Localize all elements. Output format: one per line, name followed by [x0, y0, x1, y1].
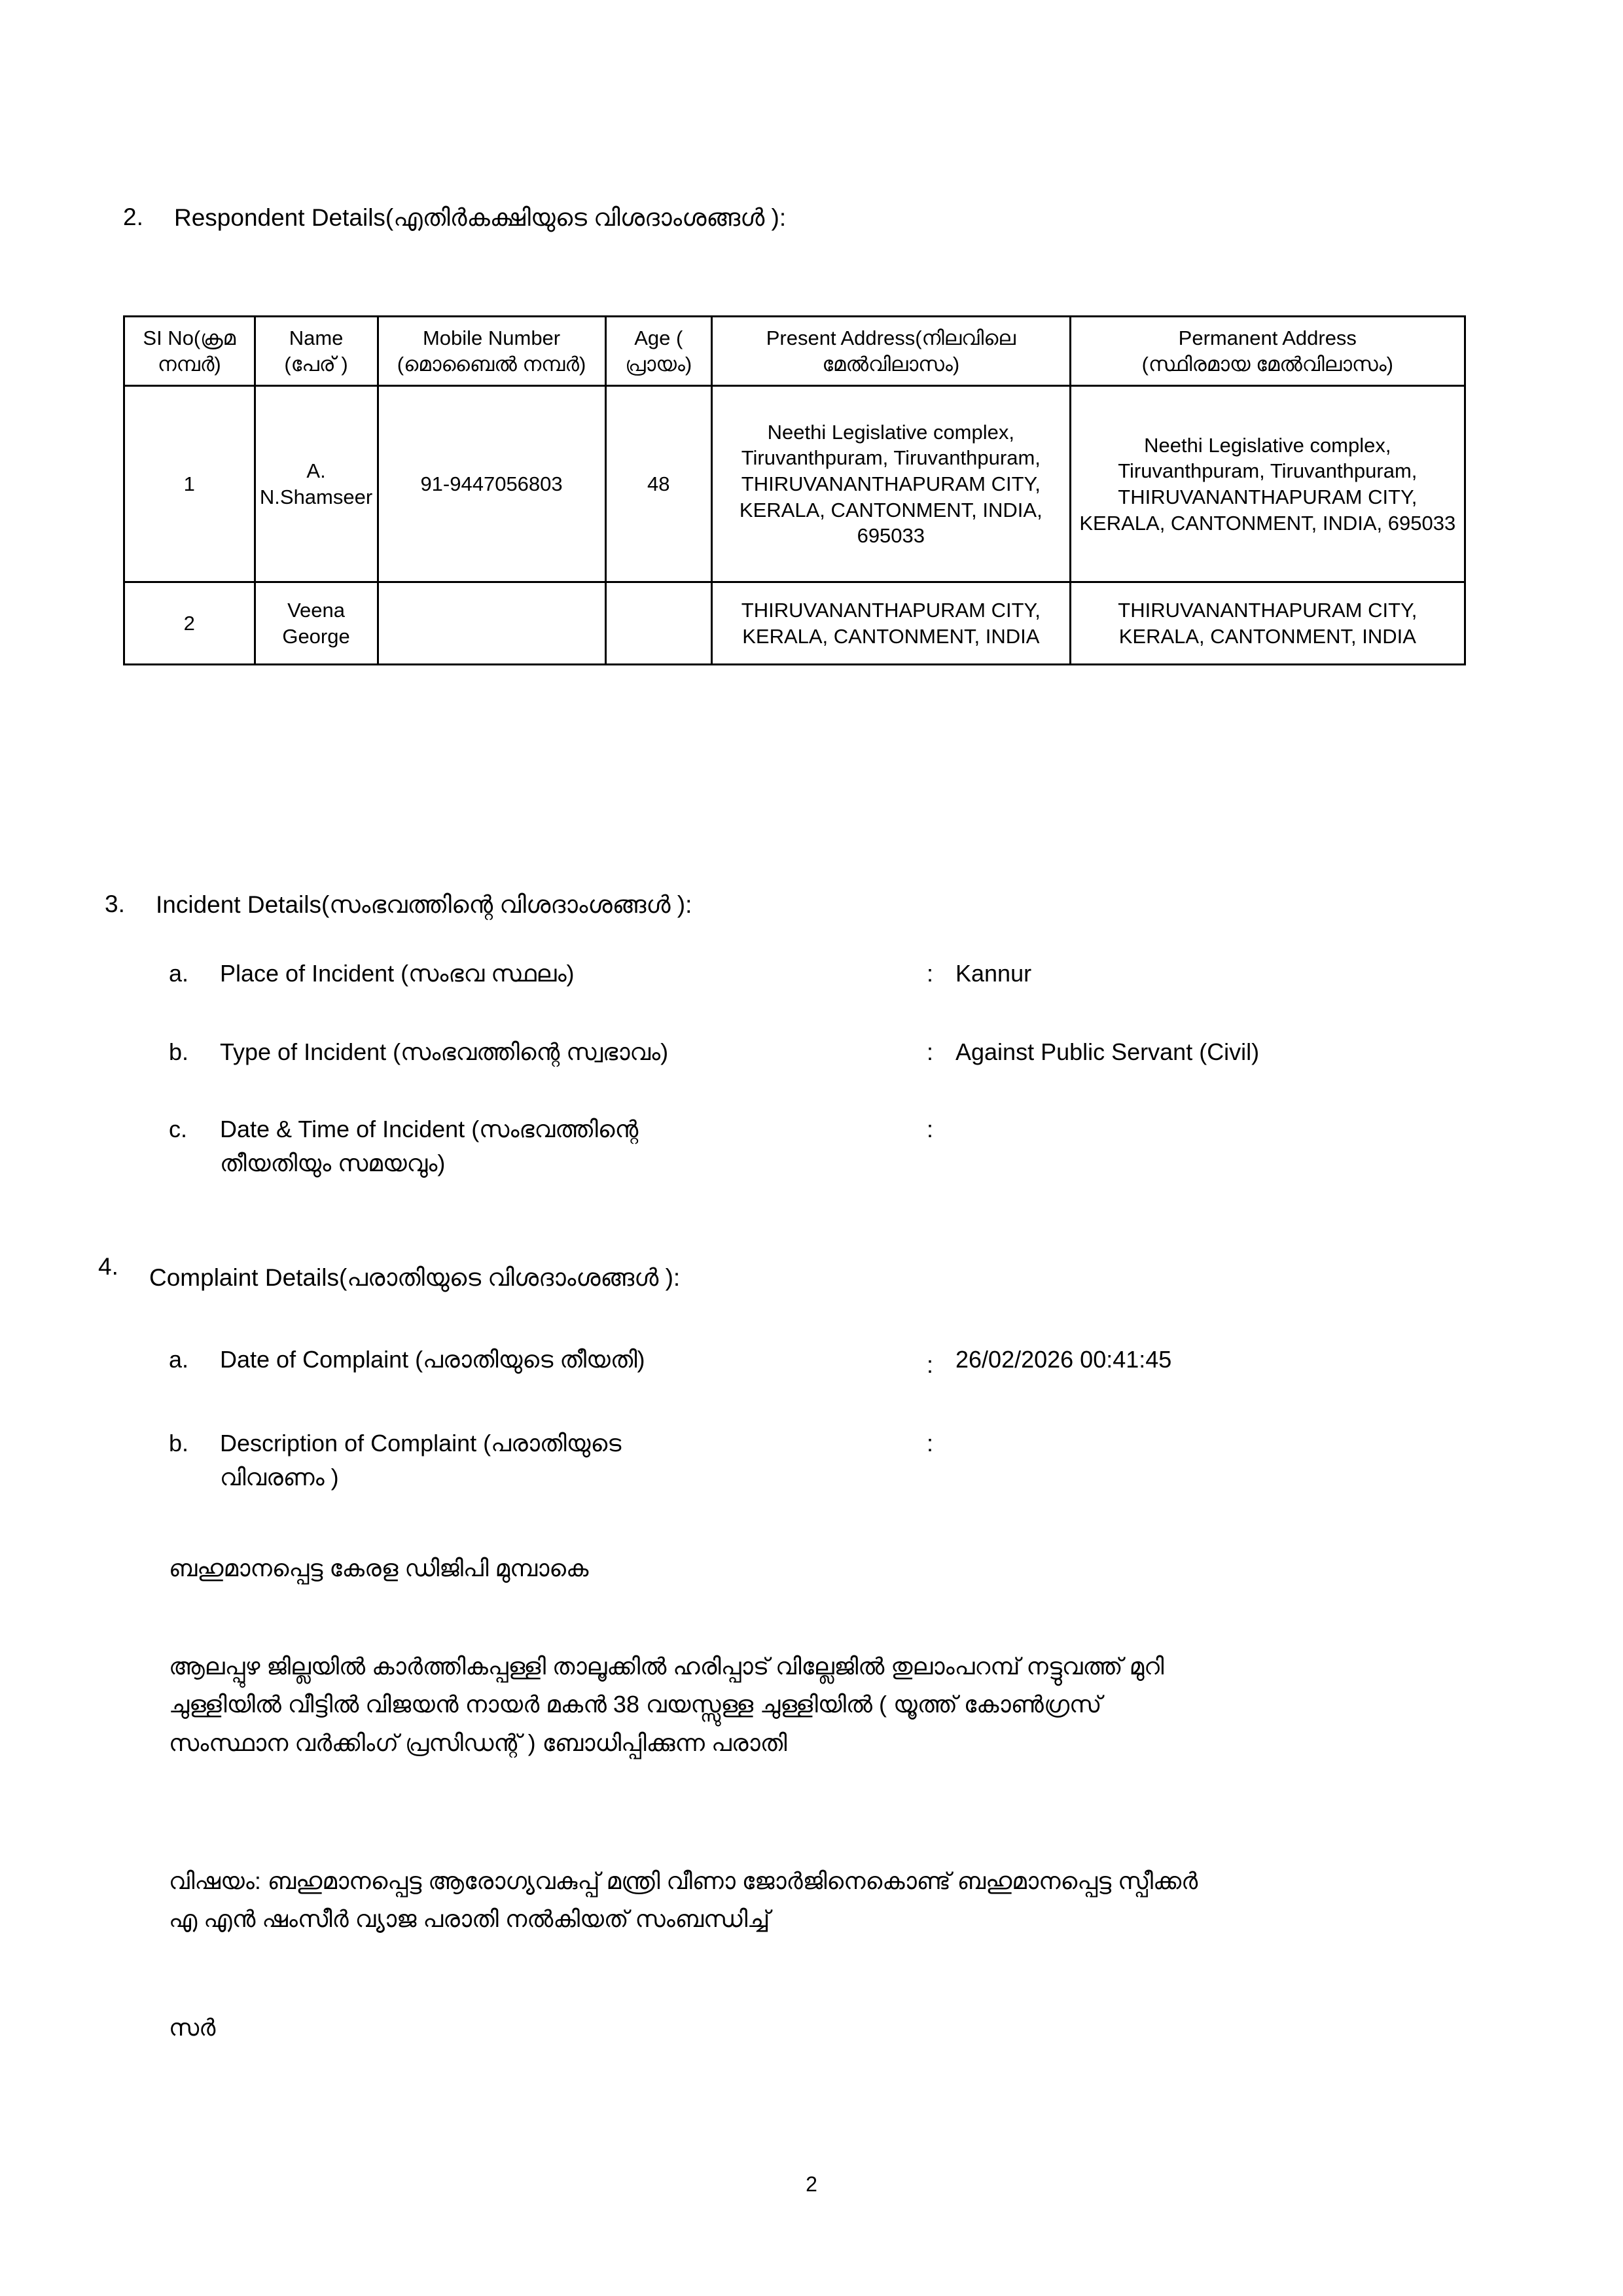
- section-respondent-details: [123, 203, 786, 233]
- page-number: 2: [806, 2172, 817, 2196]
- cell-age: 48: [605, 386, 711, 582]
- label-date-time-of-incident: [220, 1112, 927, 1180]
- label-date-of-complaint: Date of Complaint (പരാതിയുടെ തീയതി): [220, 1346, 645, 1373]
- colon-separator: :: [927, 1430, 934, 1457]
- cell-mobile: 91-9447056803: [378, 386, 605, 582]
- label-line-1: Date & Time of Incident (സംഭവത്തിന്റെ: [220, 1116, 639, 1142]
- paragraph-2-line-1: വിഷയം: ബഹുമാനപ്പെട്ട ആരോഗ്യവകുപ്പ് മന്ത്രി വീണാ ജോർജിനെകൊണ്ട് ബഹുമാനപ്പെട്ട സ്പീക്കർ: [169, 1867, 1198, 1894]
- cell-name: Veena George: [255, 582, 378, 665]
- complaint-paragraph-3: സർ: [169, 2014, 216, 2041]
- cell-sl-no: 2: [124, 582, 255, 665]
- label-line-2: തീയതിയും സമയവും): [220, 1150, 446, 1177]
- header-line-2: നമ്പർ): [157, 352, 221, 376]
- field-type-of-incident: [169, 1035, 1478, 1069]
- column-header-mobile-number: [378, 317, 605, 386]
- column-header-permanent-address: [1070, 317, 1465, 386]
- item-letter-b: b.: [169, 1038, 189, 1065]
- section-title-complaint-details: Complaint Details(പരാതിയുടെ വിശദാംശങ്ങൾ ):: [149, 1264, 681, 1291]
- label-line-2: വിവരണം ): [220, 1464, 339, 1491]
- section-title-incident-details: Incident Details(സംഭവത്തിന്റെ വിശദാംശങ്ങൾ ):: [156, 891, 692, 918]
- cell-present-address: Neethi Legislative complex, Tiruvanthpuram, Tiruvanthpuram, THIRUVANANTHAPURAM CITY, KERALA, CANTONMENT, INDIA, 695033: [712, 386, 1071, 582]
- header-line-2: (സ്ഥിരമായ മേൽവിലാസം): [1141, 352, 1393, 376]
- cell-sl-no: 1: [124, 386, 255, 582]
- colon-separator: :: [927, 1116, 934, 1142]
- field-date-of-complaint: [169, 1343, 1478, 1377]
- section-number-3: 3.: [105, 891, 125, 917]
- value-type-of-incident: Against Public Servant (Civil): [955, 1038, 1260, 1065]
- label-line-1: Description of Complaint (പരാതിയുടെ: [220, 1430, 622, 1457]
- header-line-2: മേൽവിലാസം): [822, 352, 960, 376]
- header-line-1: Present Address(നിലവിലെ: [766, 327, 1016, 349]
- section-title-respondent-details: Respondent Details(എതിർകക്ഷിയുടെ വിശദാംശങ്ങൾ ):: [174, 204, 787, 231]
- section-complaint-details: [98, 1253, 681, 1293]
- label-type-of-incident: Type of Incident (സംഭവത്തിന്റെ സ്വഭാവം): [220, 1038, 669, 1065]
- header-line-1: Name: [289, 327, 344, 349]
- complaint-salutation: ബഹുമാനപ്പെട്ട കേരള ഡിജിപി മുമ്പാകെ: [169, 1555, 589, 1581]
- item-letter-b: b.: [169, 1430, 189, 1457]
- header-line-2: (പേര് ): [284, 352, 348, 376]
- section-number-2: 2.: [123, 203, 143, 230]
- complaint-paragraph-1: [169, 1648, 1478, 1762]
- header-line-1: Permanent Address: [1178, 327, 1357, 349]
- table-row: [124, 386, 1465, 582]
- colon-separator: :: [927, 1038, 934, 1065]
- section-number-4: 4.: [98, 1253, 118, 1280]
- header-line-2: (മൊബൈൽ നമ്പർ): [397, 352, 586, 376]
- section-incident-details: [105, 890, 692, 920]
- header-line-1: Mobile Number: [422, 327, 561, 349]
- paragraph-2-line-2: എ എൻ ഷംസീർ വ്യാജ പരാതി നൽകിയത് സംബന്ധിച്ച്: [169, 1905, 770, 1933]
- header-line-1: SI No(ക്രമ: [143, 327, 236, 349]
- cell-permanent-address: THIRUVANANTHAPURAM CITY, KERALA, CANTONMENT, INDIA: [1070, 582, 1465, 665]
- cell-permanent-address: Neethi Legislative complex, Tiruvanthpuram, Tiruvanthpuram, THIRUVANANTHAPURAM CITY, KERALA, CANTONMENT, INDIA, 695033: [1070, 386, 1465, 582]
- cell-present-address: THIRUVANANTHAPURAM CITY, KERALA, CANTONMENT, INDIA: [712, 582, 1071, 665]
- label-description-of-complaint: [220, 1426, 927, 1494]
- colon-separator: :: [927, 1351, 934, 1378]
- column-header-age: [605, 317, 711, 386]
- field-place-of-incident: [169, 957, 1478, 991]
- column-header-sl-no: [124, 317, 255, 386]
- column-header-present-address: [712, 317, 1071, 386]
- cell-mobile: [378, 582, 605, 665]
- item-letter-a: a.: [169, 960, 189, 987]
- value-place-of-incident: Kannur: [955, 960, 1032, 987]
- cell-age: [605, 582, 711, 665]
- value-date-of-complaint: 26/02/2026 00:41:45: [955, 1346, 1172, 1373]
- respondent-table: [123, 315, 1466, 665]
- paragraph-1-line-1: ആലപ്പുഴ ജില്ലയിൽ കാർത്തികപ്പള്ളി താലൂക്കിൽ ഹരിപ്പാട് വില്ലേജിൽ തുലാംപറമ്പ് നട്ടുവത്ത് മുറി: [169, 1653, 1164, 1680]
- complaint-paragraph-2: [169, 1862, 1478, 1939]
- item-letter-c: c.: [169, 1116, 188, 1142]
- table-header-row: [124, 317, 1465, 386]
- item-letter-a: a.: [169, 1346, 189, 1373]
- cell-name: A. N.Shamseer: [255, 386, 378, 582]
- header-line-1: Age (: [634, 327, 683, 349]
- field-date-time-of-incident: [169, 1112, 1478, 1180]
- label-place-of-incident: Place of Incident (സംഭവ സ്ഥലം): [220, 960, 575, 987]
- column-header-name: [255, 317, 378, 386]
- respondent-table-container: [123, 315, 1466, 665]
- field-description-of-complaint: [169, 1426, 1478, 1494]
- paragraph-1-line-3: സംസ്ഥാന വർക്കിംഗ് പ്രസിഡന്റ് ) ബോധിപ്പിക്കുന്ന പരാതി: [169, 1729, 787, 1756]
- header-line-2: പ്രായം): [625, 352, 692, 376]
- colon-separator: :: [927, 960, 934, 987]
- table-row: [124, 582, 1465, 665]
- paragraph-1-line-2: ചുള്ളിയിൽ വീട്ടിൽ വിജയൻ നായർ മകൻ 38 വയസ്സുള്ള ചുള്ളിയിൽ ( യൂത്ത് കോൺഗ്രസ്: [169, 1691, 1102, 1718]
